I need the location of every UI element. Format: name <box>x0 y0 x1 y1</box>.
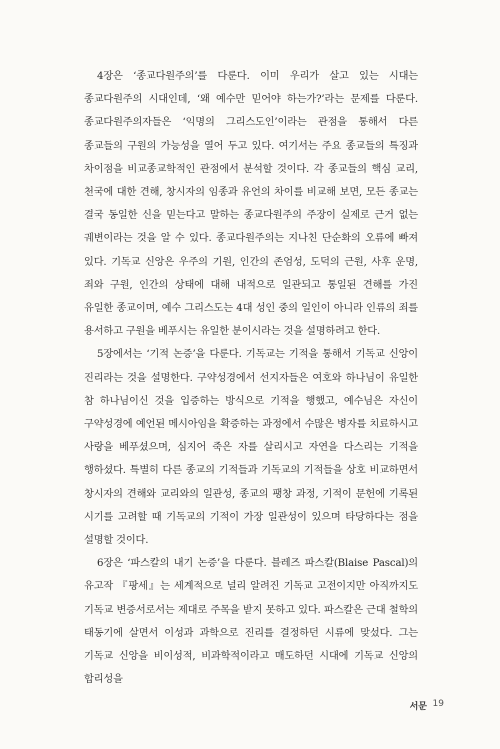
paragraph-chapter-6: 6장은 ‘파스칼의 내기 논증’을 다룬다. 블레즈 파스칼(Blaise Pascal)의 유고작 『팡세』는 세계적으로 널리 알려진 기독교 고전이지만 아직까지도 기독교 변증서로서는 제대로 주목을 받지 못하고 있다. 파스칼은 근대 철학의 태동기에 살면서 이성과 과학으로 진리를 결정하던 시류에 맞섰다. 그는 기독교 신앙을 비이성적, 비과학적이라고 매도하던 시대에 기독교 신앙의 합리성을 <box>84 558 418 686</box>
running-head: 서문 <box>409 702 427 712</box>
page-footer <box>0 699 500 719</box>
body-text <box>84 65 418 691</box>
paragraph-chapter-5: 5장에서는 ‘기적 논증’을 다룬다. 기독교는 기적을 통해서 기독교 신앙이 진리라는 것을 설명한다. 구약성경에서 선지자들은 여호와 하나님이 유일한 참 하나님이신 것을 입증하는 방식으로 기적을 행했고, 예수님은 자신이 구약성경에 예언된 메시아임을 확증하는 과정에서 수많은 병자를 치료하시고 사랑을 베푸셨으며, 심지어 죽은 자를 살리시고 자연을 다스리는 기적을 행하셨다. 특별히 다른 종교의 기적들과 기독교의 기적들을 상호 비교하면서 창시자의 견해와 교리와의 일관성, 종교의 팽창 과정, 기적이 문헌에 기록된 시기를 고려할 때 기독교의 기적이 가장 일관성이 있으며 타당하다는 점을 설명할 것이다. <box>84 349 418 547</box>
paragraph-chapter-4: 4장은 ‘종교다원주의’를 다룬다. 이미 우리가 살고 있는 시대는 종교다원주의 시대인데, ‘왜 예수만 믿어야 하는가?’라는 문제를 다룬다. 종교다원주의자들은 ‘익명의 그리스도인’이라는 관점을 통해서 다른 종교들의 구원의 가능성을 열어 두고 있다. 여기서는 주요 종교들의 특징과 차이점을 비교종교학적인 관점에서 분석할 것이다. 각 종교들의 핵심 교리, 천국에 대한 견해, 창시자의 임종과 유언의 차이를 비교해 보면, 모든 종교는 결국 동일한 신을 믿는다고 말하는 종교다원주의 주장이 실제로 근거 없는 궤변이라는 것을 알 수 있다. 종교다원주의는 지나친 단순화의 오류에 빠져 있다. 기독교 신앙은 우주의 기원, 인간의 존엄성, 도덕의 근원, 사후 운명, 죄와 구원, 인간의 상태에 대해 내적으로 일관되고 통일된 견해를 가진 유일한 종교이며, 예수 그리스도는 4대 성인 중의 일인이 아니라 인류의 죄를 용서하고 구원을 베푸시는 유일한 분이시라는 것을 설명하려고 한다. <box>84 71 418 338</box>
page-number: 19 <box>432 699 444 709</box>
